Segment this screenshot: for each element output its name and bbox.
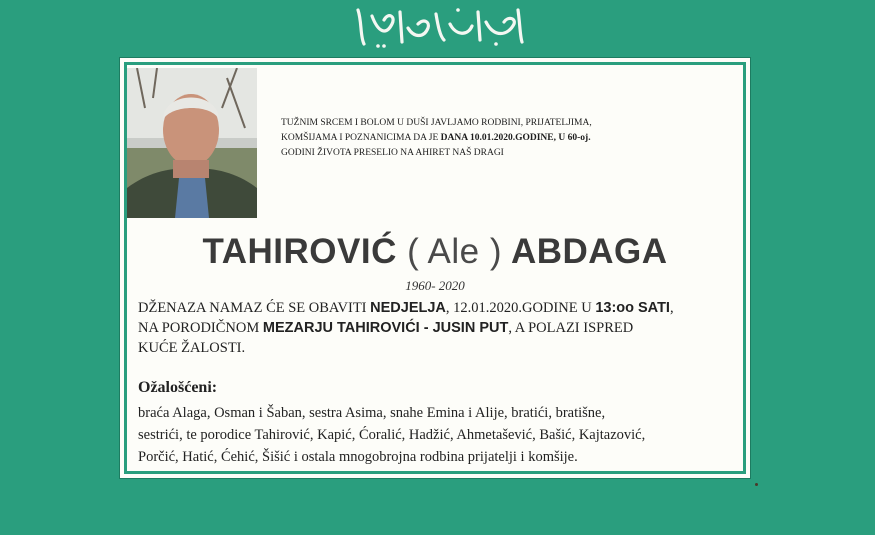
calligraphy-logo (348, 2, 528, 50)
mourners-line-3: Porčić, Hatić, Ćehić, Šišić i ostala mnogobrojna rodbina prijatelji i komšije. (138, 449, 578, 465)
portrait-photo (127, 68, 257, 218)
deceased-name (120, 232, 750, 272)
mourners-title: Ožalošćeni: (138, 379, 218, 396)
mourners-line-1: braća Alaga, Osman i Šaban, sestra Asima, snahe Emina i Alije, bratići, bratišne, (138, 405, 606, 421)
funeral-details (138, 298, 738, 358)
funeral-text-2: , 12.01.2020.GODINE U (445, 300, 596, 316)
funeral-text-5: , A POLAZI ISPRED (508, 320, 634, 336)
funeral-line-3: KUĆE ŽALOSTI. (138, 340, 246, 356)
funeral-text-3: , (669, 300, 674, 316)
mourners-line-2: sestrići, te porodice Tahirović, Kapić, Ćoralić, Hadžić, Ahmetašević, Bašić, Kajtazović, (138, 427, 646, 443)
scan-speck (755, 483, 758, 486)
mourners-list (138, 402, 743, 468)
obituary-card (120, 58, 750, 478)
funeral-text-1: DŽENAZA NAMAZ ĆE SE OBAVITI (138, 300, 371, 316)
funeral-line-1 (138, 298, 738, 318)
funeral-place: MEZARJU TAHIROVIĆI - JUSIN PUT (262, 320, 509, 336)
intro-line-1: TUŽNIM SRCEM I BOLOM U DUŠI JAVLJAMO RODBINI, PRIJATELJIMA, (281, 118, 592, 128)
life-years: 1960- 2020 (405, 278, 465, 293)
funeral-day: NEDJELJA (370, 300, 446, 316)
funeral-text-4: NA PORODIČNOM (138, 320, 263, 336)
first-name: ABDAGA (510, 232, 668, 271)
nickname: ( Ale ) (407, 232, 502, 271)
intro-line-3: GODINI ŽIVOTA PRESELIO NA AHIRET NAŠ DRAGI (281, 148, 504, 158)
age-text: GODINE, U 60-oj. (515, 133, 591, 143)
funeral-time: 13:oo SATI (595, 300, 670, 316)
funeral-line-2 (138, 318, 738, 338)
header-calligraphy (0, 0, 875, 52)
intro-line-2-prefix: KOMŠIJAMA I POZNANICIMA DA JE (281, 133, 441, 143)
surname: TAHIROVIĆ (202, 232, 397, 271)
announcement-intro (281, 116, 701, 161)
intro-line-2 (281, 131, 701, 146)
death-date: DANA 10.01.2020. (440, 133, 516, 143)
